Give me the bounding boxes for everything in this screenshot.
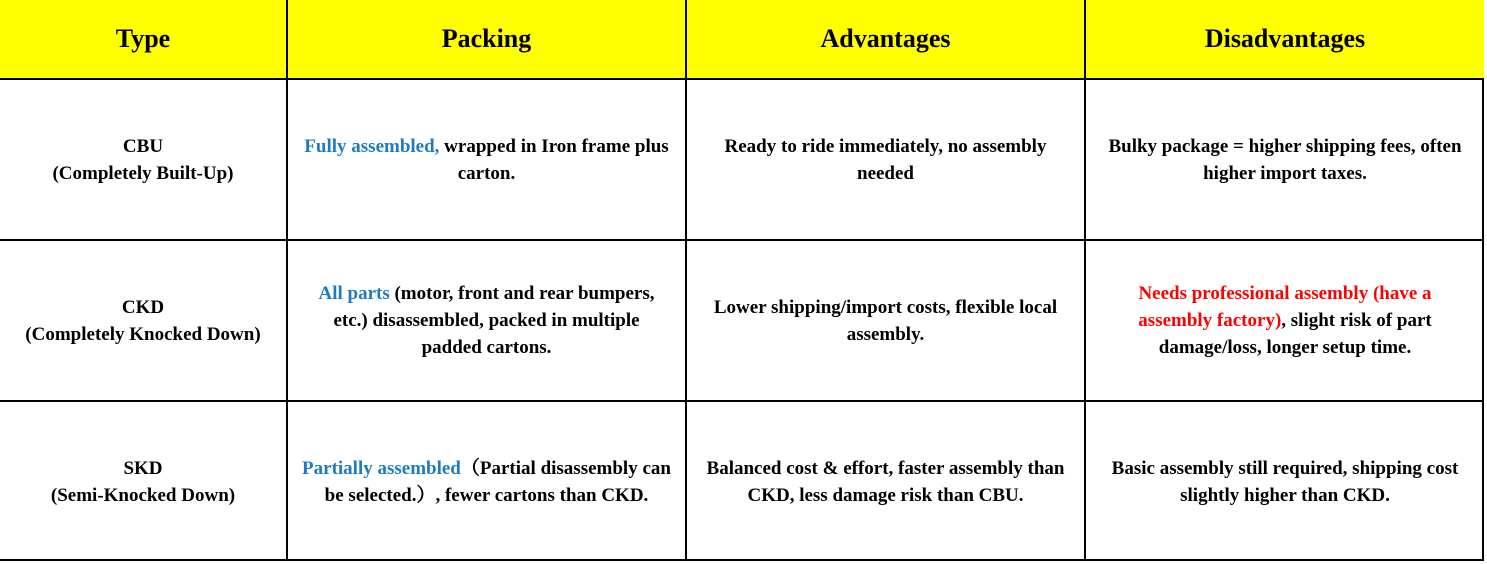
type-code: CBU — [122, 135, 164, 157]
row-ckd-advantages — [685, 239, 1084, 400]
header-packing — [286, 0, 685, 78]
type-fullname: (Semi-Knocked Down) — [50, 484, 236, 506]
packing-highlight: All parts — [318, 283, 390, 304]
header-type-label: Type — [115, 24, 171, 53]
packing-text: （Partial disassembly can be selected.）, fewer cartons than CKD. — [324, 457, 671, 506]
type-fullname: (Completely Knocked Down) — [25, 323, 261, 345]
row-skd-disadvantages — [1084, 400, 1484, 561]
disadvantages-text: Bulky package = higher shipping fees, often higher import taxes. — [1108, 135, 1462, 184]
advantages-text: Balanced cost & effort, faster assembly than CKD, less damage risk than CBU. — [706, 457, 1065, 506]
row-ckd-packing — [286, 239, 685, 400]
advantages-text: Ready to ride immediately, no assembly needed — [724, 135, 1047, 184]
header-advantages-label: Advantages — [820, 24, 951, 53]
row-cbu-packing — [286, 78, 685, 239]
type-fullname: (Completely Built-Up) — [52, 162, 234, 184]
row-cbu-advantages — [685, 78, 1084, 239]
header-disadvantages-label: Disadvantages — [1204, 24, 1366, 53]
row-skd-packing — [286, 400, 685, 561]
row-ckd-type — [0, 239, 286, 400]
type-code: SKD — [123, 457, 163, 479]
disadvantages-text: , slight risk of part damage/loss, longer setup time. — [1158, 310, 1432, 358]
header-disadvantages — [1084, 0, 1484, 78]
header-advantages — [685, 0, 1084, 78]
row-cbu-type — [0, 78, 286, 239]
packing-text: wrapped in Iron frame plus carton. — [439, 135, 669, 184]
header-type — [0, 0, 286, 78]
advantages-text: Lower shipping/import costs, flexible local assembly. — [713, 296, 1058, 345]
disadvantages-highlight: Needs professional assembly (have a assembly factory) — [1138, 283, 1432, 331]
packing-highlight: Partially assembled — [302, 457, 461, 479]
row-cbu-disadvantages — [1084, 78, 1484, 239]
row-skd-type — [0, 400, 286, 561]
packing-highlight: Fully assembled, — [304, 135, 440, 157]
row-ckd-disadvantages — [1084, 239, 1484, 400]
header-packing-label: Packing — [441, 24, 532, 53]
row-skd-advantages — [685, 400, 1084, 561]
type-code: CKD — [121, 296, 165, 318]
packing-text: (motor, front and rear bumpers, etc.) disassembled, packed in multiple padded cartons. — [333, 283, 655, 358]
disadvantages-text: Basic assembly still required, shipping cost slightly higher than CKD. — [1111, 457, 1459, 506]
